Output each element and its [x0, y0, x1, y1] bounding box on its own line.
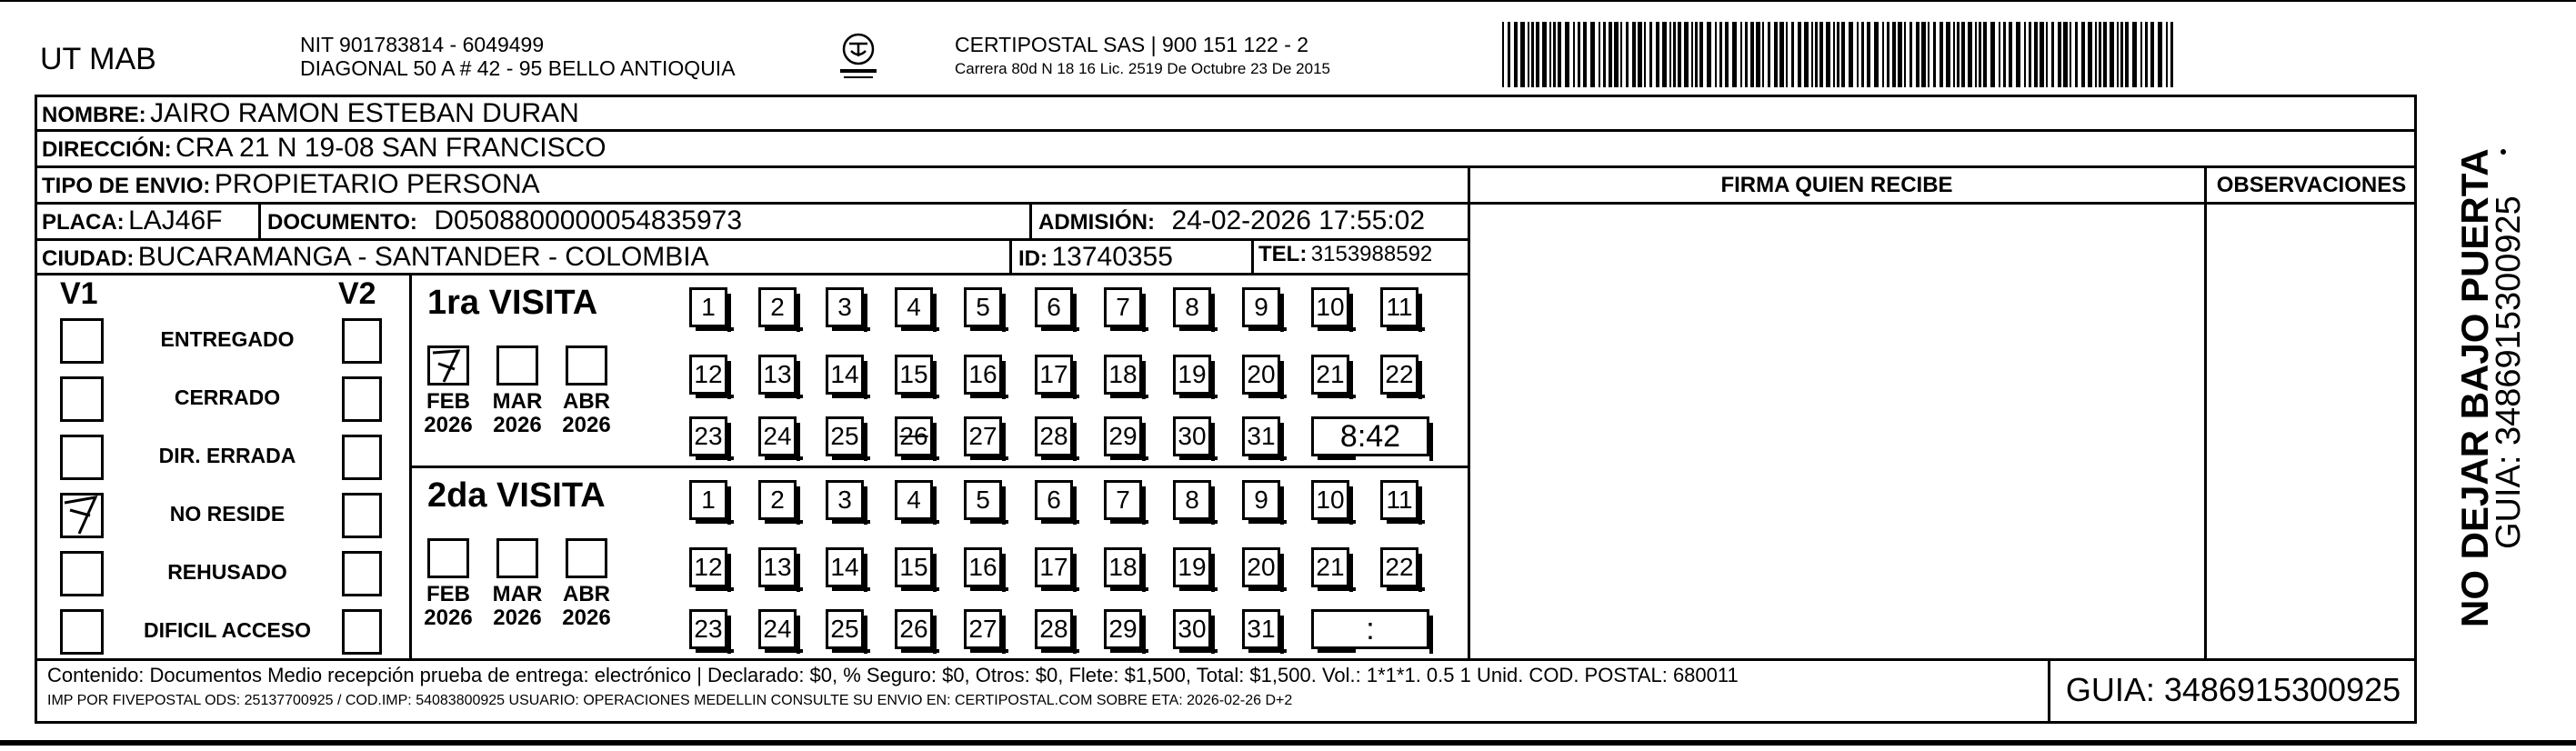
- visit2-day-6[interactable]: 6: [1035, 480, 1073, 520]
- barcode-bar: [1804, 22, 1809, 87]
- barcode-bar: [1933, 22, 1936, 87]
- visit2-day-10[interactable]: 10: [1311, 480, 1349, 520]
- visit2-day-28[interactable]: 28: [1035, 609, 1073, 649]
- barcode-bar: [2051, 22, 2054, 87]
- visit1-day-22[interactable]: 22: [1380, 355, 1418, 395]
- barcode-bar: [1695, 22, 1698, 87]
- barcode: [1502, 22, 2180, 87]
- barcode-bar: [1673, 22, 1676, 87]
- nombre-label: NOMBRE:: [42, 103, 146, 127]
- barcode-bar: [1892, 22, 1896, 87]
- barcode-bar: [2024, 22, 2026, 87]
- placa-label: PLACA:: [42, 210, 125, 235]
- barcode-bar: [1786, 22, 1788, 87]
- visit2-day-15[interactable]: 15: [895, 547, 933, 587]
- visit2-day-25[interactable]: 25: [826, 609, 864, 649]
- barcode-bar: [1887, 22, 1889, 87]
- v1-checkbox-entregado[interactable]: [60, 318, 104, 364]
- reason-label-dificil-acceso: DIFICIL ACCESO: [143, 618, 311, 642]
- visit2-day-17[interactable]: 17: [1035, 547, 1073, 587]
- barcode-bar: [1732, 22, 1737, 87]
- visit1-title: 1ra VISITA: [427, 284, 598, 322]
- visit2-day-30[interactable]: 30: [1173, 609, 1211, 649]
- barcode-bar: [1502, 22, 1504, 87]
- barcode-bar: [1833, 22, 1835, 87]
- documento-row: [267, 205, 742, 236]
- barcode-bar: [1779, 22, 1784, 87]
- barcode-bar: [1725, 22, 1729, 87]
- direccion-value: CRA 21 N 19-08 SAN FRANCISCO: [175, 133, 606, 163]
- barcode-bar: [2150, 22, 2154, 87]
- visit2-month-box-feb[interactable]: [427, 538, 469, 578]
- barcode-bar: [1909, 22, 1912, 87]
- firma-header: FIRMA QUIEN RECIBE: [1720, 173, 1953, 197]
- visit1-day-2[interactable]: 2: [758, 287, 797, 327]
- visit2-day-26[interactable]: 26: [895, 609, 933, 649]
- col-divider: [1251, 238, 1254, 273]
- contenido-text: Contenido: Documentos Medio recepción prueba de entrega: electrónico | Declarado: $0, % Seguro: $0, Otros: $0, Flete: $1,500, Total: $1,500. Vol.: 1*1*1. 0.5 1 Unid. COD. POSTAL: 680011: [47, 664, 1739, 686]
- barcode-bar: [2158, 22, 2162, 87]
- row-divider: [35, 273, 1469, 275]
- row-divider: [1469, 202, 2417, 205]
- v2-checkbox-dir-errada[interactable]: [342, 435, 382, 480]
- visit1-month-label-mar: MAR: [492, 389, 543, 414]
- id-label: ID:: [1018, 246, 1047, 271]
- sender-code: UT MAB: [40, 42, 156, 76]
- visit1-day-24[interactable]: 24: [758, 416, 797, 456]
- row-divider: [35, 165, 2417, 168]
- barcode-bar: [1549, 22, 1551, 87]
- footer-divider: [35, 658, 2417, 661]
- visit1-year-label-feb: 2026: [424, 413, 473, 437]
- ciudad-row: [42, 242, 709, 273]
- visit1-day-11[interactable]: 11: [1380, 287, 1418, 327]
- company-license: Carrera 80d N 18 16 Lic. 2519 De Octubre 23 De 2015: [955, 60, 1330, 77]
- barcode-bar: [2029, 22, 2031, 87]
- v1-checkbox-no-reside[interactable]: [60, 493, 104, 538]
- barcode-bar: [2099, 22, 2101, 87]
- visit1-day-12[interactable]: 12: [689, 355, 727, 395]
- id-row: [1018, 242, 1173, 273]
- visit1-day-13[interactable]: 13: [758, 355, 797, 395]
- tipo-envio-label: TIPO DE ENVIO:: [42, 174, 211, 198]
- visit2-month-box-abr[interactable]: [566, 538, 607, 578]
- reason-label-dir-errada: DIR. ERRADA: [158, 444, 296, 467]
- tel-row: [1258, 242, 1432, 267]
- sender-nit: NIT 901783814 - 6049499: [300, 33, 545, 56]
- visit1-day-28[interactable]: 28: [1035, 416, 1073, 456]
- admision-value: 24-02-2026 17:55:02: [1171, 205, 1426, 235]
- barcode-bar: [1867, 22, 1870, 87]
- v2-checkbox-cerrado[interactable]: [342, 376, 382, 422]
- barcode-bar: [1684, 22, 1689, 87]
- barcode-bar: [1762, 22, 1764, 87]
- barcode-bar: [1644, 22, 1646, 87]
- barcode-bar: [1745, 22, 1748, 87]
- visit1-day-14[interactable]: 14: [826, 355, 864, 395]
- visit1-year-label-abr: 2026: [562, 413, 611, 437]
- barcode-bar: [1590, 22, 1595, 87]
- admision-row: [1038, 205, 1425, 236]
- visit1-day-23[interactable]: 23: [689, 416, 727, 456]
- id-value: 13740355: [1051, 242, 1173, 272]
- v1-checkbox-cerrado[interactable]: [60, 376, 104, 422]
- barcode-bar: [1558, 22, 1561, 87]
- visit2-year-label-mar: 2026: [493, 606, 542, 630]
- visit2-day-8[interactable]: 8: [1173, 480, 1211, 520]
- visit1-day-26[interactable]: 26: [895, 416, 933, 456]
- barcode-bar: [1750, 22, 1754, 87]
- barcode-bar: [1975, 22, 1977, 87]
- barcode-bar: [1815, 22, 1818, 87]
- barcode-bar: [2140, 22, 2142, 87]
- sender-address: DIAGONAL 50 A # 42 - 95 BELLO ANTIOQUIA: [300, 56, 736, 80]
- v1-label: V1: [60, 276, 98, 311]
- barcode-bar: [1774, 22, 1778, 87]
- visit2-day-9[interactable]: 9: [1242, 480, 1280, 520]
- col-divider: [2204, 165, 2207, 658]
- barcode-bar: [1953, 22, 1955, 87]
- barcode-bar: [1599, 22, 1600, 87]
- barcode-bar: [1528, 22, 1529, 87]
- barcode-bar: [2003, 22, 2006, 87]
- visit1-day-8[interactable]: 8: [1173, 287, 1211, 327]
- barcode-bar: [2040, 22, 2044, 87]
- imp-text: IMP POR FIVEPOSTAL ODS: 25137700925 / COD.IMP: 54083800925 USUARIO: OPERACIONES MEDELLIN CONSULTE SU ENVIO EN: CERTIPOSTAL.COM SOBRE ETA: 2026-02-26 D+2: [47, 693, 1293, 708]
- barcode-bar: [1531, 22, 1534, 87]
- visit2-day-31[interactable]: 31: [1242, 609, 1280, 649]
- barcode-bar: [2103, 22, 2107, 87]
- barcode-bar: [1542, 22, 1547, 87]
- barcode-bar: [1520, 22, 1525, 87]
- barcode-bar: [1573, 22, 1575, 87]
- barcode-bar: [2063, 22, 2068, 87]
- visit2-day-3[interactable]: 3: [826, 480, 864, 520]
- barcode-bar: [1609, 22, 1612, 87]
- barcode-bar: [1811, 22, 1813, 87]
- barcode-bar: [2034, 22, 2038, 87]
- barcode-bar: [1898, 22, 1902, 87]
- barcode-bar: [2058, 22, 2061, 87]
- nombre-value: JAIRO RAMON ESTEBAN DURAN: [150, 98, 579, 128]
- v2-checkbox-rehusado[interactable]: [342, 551, 382, 596]
- barcode-bar: [1662, 22, 1667, 87]
- visit1-day-20[interactable]: 20: [1242, 355, 1280, 395]
- visit1-time-box[interactable]: 8:42: [1311, 416, 1429, 456]
- barcode-bar: [1904, 22, 1906, 87]
- placa-row: [42, 205, 223, 236]
- barcode-bar: [1990, 22, 1995, 87]
- barcode-bar: [1968, 22, 1972, 87]
- barcode-bar: [2125, 22, 2129, 87]
- barcode-bar: [1578, 22, 1580, 87]
- barcode-bar: [2081, 22, 2085, 87]
- barcode-bar: [1699, 22, 1703, 87]
- v2-label: V2: [338, 276, 376, 311]
- visit2-day-24[interactable]: 24: [758, 609, 797, 649]
- barcode-bar: [1691, 22, 1693, 87]
- visit2-year-label-abr: 2026: [562, 606, 611, 630]
- visit1-day-16[interactable]: 16: [964, 355, 1002, 395]
- tel-value: 3153988592: [1310, 242, 1433, 266]
- barcode-bar: [2166, 22, 2168, 87]
- visit2-month-label-mar: MAR: [492, 582, 543, 606]
- visit2-day-21[interactable]: 21: [1311, 547, 1349, 587]
- visit1-month-label-abr: ABR: [563, 389, 610, 414]
- barcode-bar: [2120, 22, 2123, 87]
- barcode-bar: [2095, 22, 2097, 87]
- visit1-day-10[interactable]: 10: [1311, 287, 1349, 327]
- visit1-day-19[interactable]: 19: [1173, 355, 1211, 395]
- visit2-day-7[interactable]: 7: [1104, 480, 1142, 520]
- visit2-day-2[interactable]: 2: [758, 480, 797, 520]
- reason-label-cerrado: CERRADO: [174, 386, 281, 409]
- visit-divider: [409, 466, 1469, 468]
- visit1-day-5[interactable]: 5: [964, 287, 1002, 327]
- barcode-bar: [1715, 22, 1717, 87]
- barcode-bar: [2110, 22, 2114, 87]
- barcode-bar: [1841, 22, 1845, 87]
- barcode-bar: [1514, 22, 1518, 87]
- barcode-bar: [1768, 22, 1770, 87]
- reason-label-no-reside: NO RESIDE: [169, 502, 286, 526]
- barcode-bar: [1508, 22, 1510, 87]
- visit1-day-21[interactable]: 21: [1311, 355, 1349, 395]
- observaciones-header: OBSERVACIONES: [2216, 173, 2407, 197]
- visit1-month-box-feb[interactable]: [427, 345, 469, 386]
- barcode-bar: [1583, 22, 1587, 87]
- barcode-bar: [1979, 22, 1981, 87]
- visit2-day-4[interactable]: 4: [895, 480, 933, 520]
- visit1-day-18[interactable]: 18: [1104, 355, 1142, 395]
- visit1-day-7[interactable]: 7: [1104, 287, 1142, 327]
- no-dejar-warning: NO DEJAR BAJO PUERTA: [2453, 148, 2496, 627]
- barcode-bar: [1614, 22, 1619, 87]
- col-divider: [258, 202, 261, 238]
- v2-checkbox-entregado[interactable]: [342, 318, 382, 364]
- row-divider: [35, 129, 2417, 132]
- visit1-day-30[interactable]: 30: [1173, 416, 1211, 456]
- visit2-day-16[interactable]: 16: [964, 547, 1002, 587]
- visit2-day-20[interactable]: 20: [1242, 547, 1280, 587]
- visit1-month-box-mar[interactable]: [496, 345, 538, 386]
- visit1-day-6[interactable]: 6: [1035, 287, 1073, 327]
- visit1-day-31[interactable]: 31: [1242, 416, 1280, 456]
- visit2-month-label-abr: ABR: [563, 582, 610, 606]
- v1-checkbox-rehusado[interactable]: [60, 551, 104, 596]
- visit2-day-12[interactable]: 12: [689, 547, 727, 587]
- certipostal-logo-icon: [837, 31, 880, 85]
- guia-box-text: GUIA: 3486915300925: [2065, 671, 2401, 708]
- barcode-bar: [2132, 22, 2137, 87]
- col-divider: [1468, 165, 1470, 658]
- barcode-bar: [1928, 22, 1929, 87]
- barcode-bar: [1669, 22, 1671, 87]
- barcode-bar: [2070, 22, 2071, 87]
- side-guia: GUIA: 3486915300925: [2490, 195, 2528, 549]
- visit1-day-27[interactable]: 27: [964, 416, 1002, 456]
- v1-checkbox-dir-errada[interactable]: [60, 435, 104, 480]
- barcode-bar: [1536, 22, 1539, 87]
- visit1-day-4[interactable]: 4: [895, 287, 933, 327]
- barcode-bar: [2016, 22, 2020, 87]
- documento-label: DOCUMENTO:: [267, 210, 417, 235]
- barcode-bar: [1719, 22, 1722, 87]
- barcode-bar: [1861, 22, 1864, 87]
- barcode-bar: [2088, 22, 2092, 87]
- visit2-day-11[interactable]: 11: [1380, 480, 1418, 520]
- barcode-bar: [1620, 22, 1622, 87]
- visit1-month-label-feb: FEB: [426, 389, 470, 414]
- barcode-bar: [1678, 22, 1681, 87]
- ciudad-value: BUCARAMANGA - SANTANDER - COLOMBIA: [137, 242, 709, 272]
- barcode-bar: [1999, 22, 2000, 87]
- tipo-envio-row: [42, 169, 540, 200]
- barcode-bar: [1857, 22, 1859, 87]
- visit1-day-3[interactable]: 3: [826, 287, 864, 327]
- barcode-bar: [1826, 22, 1830, 87]
- visit2-title: 2da VISITA: [427, 476, 606, 515]
- bottom-rule: [0, 740, 2576, 746]
- barcode-bar: [1874, 22, 1879, 87]
- direccion-row: [42, 133, 606, 164]
- visit2-day-14[interactable]: 14: [826, 547, 864, 587]
- visit2-day-1[interactable]: 1: [689, 480, 727, 520]
- barcode-bar: [2009, 22, 2012, 87]
- visit1-month-box-abr[interactable]: [566, 345, 607, 386]
- visit2-day-18[interactable]: 18: [1104, 547, 1142, 587]
- barcode-bar: [1649, 22, 1652, 87]
- barcode-bar: [2075, 22, 2078, 87]
- visit2-month-box-mar[interactable]: [496, 538, 538, 578]
- barcode-bar: [1849, 22, 1853, 87]
- ciudad-label: CIUDAD:: [42, 246, 135, 271]
- visit2-day-19[interactable]: 19: [1173, 547, 1211, 587]
- v2-checkbox-no-reside[interactable]: [342, 493, 382, 538]
- barcode-bar: [1837, 22, 1839, 87]
- barcode-bar: [1638, 22, 1642, 87]
- admision-label: ADMISIÓN:: [1038, 210, 1155, 235]
- barcode-bar: [1961, 22, 1965, 87]
- visit2-year-label-feb: 2026: [424, 606, 473, 630]
- barcode-bar: [1756, 22, 1760, 87]
- barcode-bar: [1707, 22, 1711, 87]
- visit1-year-label-mar: 2026: [493, 413, 542, 437]
- barcode-bar: [1921, 22, 1926, 87]
- visit2-time-box[interactable]: :: [1311, 609, 1429, 649]
- visit2-day-23[interactable]: 23: [689, 609, 727, 649]
- col-divider: [1009, 238, 1012, 273]
- v2-checkbox-dificil-acceso[interactable]: [342, 609, 382, 655]
- barcode-bar: [2145, 22, 2148, 87]
- row-divider: [35, 238, 1469, 241]
- col-divider: [1029, 202, 1032, 238]
- visit1-day-15[interactable]: 15: [895, 355, 933, 395]
- barcode-bar: [1882, 22, 1884, 87]
- visit2-day-29[interactable]: 29: [1104, 609, 1142, 649]
- documento-value: D0508800000054835973: [434, 205, 743, 235]
- barcode-bar: [2046, 22, 2048, 87]
- nombre-row: [42, 98, 579, 129]
- barcode-bar: [1983, 22, 1987, 87]
- visit2-day-27[interactable]: 27: [964, 609, 1002, 649]
- row-divider: [35, 202, 1469, 205]
- company-name: CERTIPOSTAL SAS | 900 151 122 - 2: [955, 33, 1309, 56]
- placa-value: LAJ46F: [128, 205, 223, 235]
- visit2-day-5[interactable]: 5: [964, 480, 1002, 520]
- visit1-day-9[interactable]: 9: [1242, 287, 1280, 327]
- visit1-day-29[interactable]: 29: [1104, 416, 1142, 456]
- barcode-bar: [1940, 22, 1943, 87]
- tipo-envio-value: PROPIETARIO PERSONA: [214, 169, 540, 199]
- barcode-bar: [1946, 22, 1950, 87]
- visit2-day-13[interactable]: 13: [758, 547, 797, 587]
- barcode-bar: [1819, 22, 1823, 87]
- barcode-bar: [1798, 22, 1801, 87]
- top-rule: [0, 0, 2576, 2]
- tel-label: TEL:: [1258, 242, 1308, 266]
- visit2-day-22[interactable]: 22: [1380, 547, 1418, 587]
- direccion-label: DIRECCIÓN:: [42, 137, 172, 162]
- barcode-bar: [1626, 22, 1629, 87]
- barcode-bar: [1916, 22, 1919, 87]
- barcode-bar: [1553, 22, 1556, 87]
- barcode-bar: [2117, 22, 2119, 87]
- visit2-month-label-feb: FEB: [426, 582, 470, 606]
- barcode-bar: [1632, 22, 1636, 87]
- reason-label-rehusado: REHUSADO: [167, 560, 287, 584]
- barcode-bar: [1740, 22, 1742, 87]
- v1-checkbox-dificil-acceso[interactable]: [60, 609, 104, 655]
- barcode-bar: [1565, 22, 1569, 87]
- visit1-day-25[interactable]: 25: [826, 416, 864, 456]
- barcode-bar: [2170, 22, 2173, 87]
- reason-label-entregado: ENTREGADO: [160, 327, 295, 351]
- visit1-day-17[interactable]: 17: [1035, 355, 1073, 395]
- side-dot: [2501, 149, 2506, 155]
- barcode-bar: [1656, 22, 1659, 87]
- barcode-bar: [1791, 22, 1794, 87]
- visit1-day-1[interactable]: 1: [689, 287, 727, 327]
- barcode-bar: [1603, 22, 1606, 87]
- barcode-bar: [1957, 22, 1960, 87]
